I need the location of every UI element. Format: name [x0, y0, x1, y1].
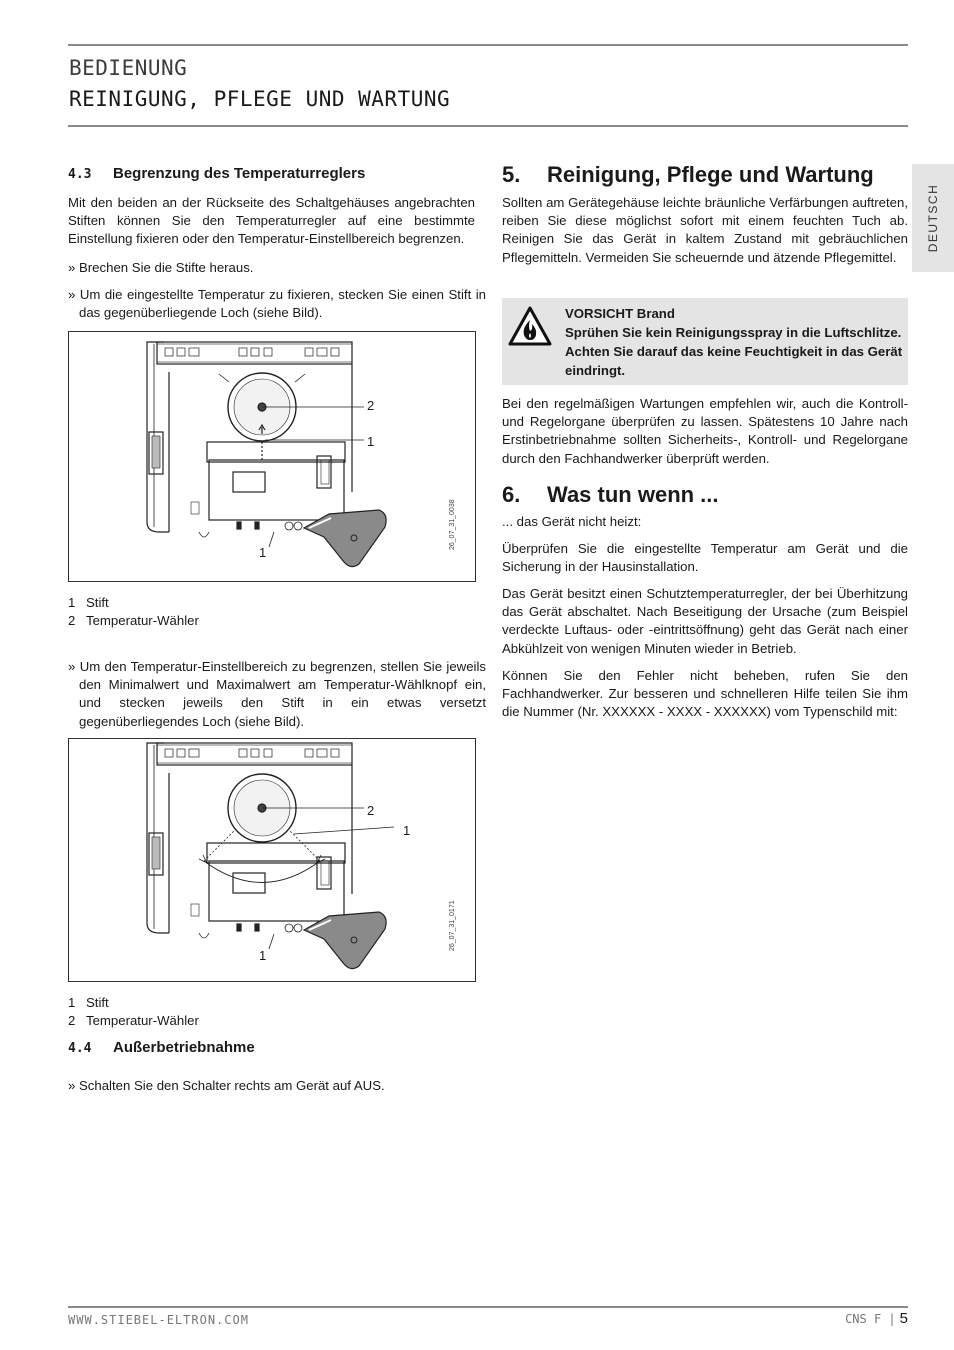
footer-page-info — [845, 1310, 908, 1327]
appliance-illustration — [69, 332, 475, 581]
section-5-heading — [502, 162, 874, 188]
bullet-fix-temperature: » Um die eingestellte Temperatur zu fixieren, stecken Sie einen Stift in das gegenüberliegende Loch (siehe Bild). — [68, 287, 486, 321]
header-bottom-rule — [68, 125, 908, 127]
legend-item: 1 Stift — [68, 995, 109, 1010]
bullet-break-pins: » Brechen Sie die Stifte heraus. — [68, 260, 254, 275]
page-number: 5 — [899, 1310, 908, 1327]
section-title: Reinigung, Pflege und Wartung — [547, 162, 874, 187]
footer-separator: | — [888, 1312, 896, 1326]
footer-rule — [68, 1306, 908, 1308]
footer-model: CNS F — [845, 1312, 882, 1326]
legend-item: 2 Temperatur-Wähler — [68, 1013, 199, 1029]
section-number: 6. — [502, 482, 521, 507]
warning-text: Sprühen Sie kein Reinigungsspray in die Luftschlitze. Achten Sie darauf das keine Feuchtigkeit in das Gerät eindringt. — [565, 325, 903, 378]
figure1-label-1a: 1 — [367, 434, 375, 449]
figure2-label-1a: 1 — [403, 823, 411, 838]
section-title: Was tun wenn ... — [547, 482, 719, 507]
section-4-4-heading — [68, 1039, 255, 1056]
section-title: Begrenzung des Temperaturreglers — [113, 165, 366, 182]
header-title: REINIGUNG, PFLEGE UND WARTUNG — [69, 87, 451, 111]
section-number: 5. — [502, 162, 521, 187]
footer-url: WWW.STIEBEL-ELTRON.COM — [68, 1313, 249, 1327]
section-title: Außerbetriebnahme — [113, 1039, 255, 1056]
figure2-label-2: 2 — [367, 803, 375, 818]
warning-title: VORSICHT Brand — [565, 306, 675, 321]
figure2-code: 26_07_31_0171 — [449, 900, 456, 951]
section-number: 4.3 — [68, 167, 92, 182]
language-tab — [912, 164, 954, 272]
figure-fix-temperature — [68, 331, 476, 582]
header-chapter: BEDIENUNG — [69, 56, 188, 80]
language-tab-label: DEUTSCH — [926, 183, 940, 253]
warning-box — [502, 298, 908, 385]
section-6-p3: Das Gerät besitzt einen Schutztemperaturregler, der bei Überhitzung das Gerät abschaltet. Nach Beseitigung der Ursache (zum Beispiel verdeckte Luftaus- oder -eintrittsöffnung) geht das Gerät nach einer Abkühlzeit von wenigen Minuten wieder in Betrieb. — [502, 586, 908, 656]
figure1-code: 26_07_31_0038 — [449, 499, 456, 550]
section-4-3-intro: Mit den beiden an der Rückseite des Schaltgehäuses angebrachten Stiften können Sie den Temperaturregler auf eine bestimmte Einstellung fixieren oder den Temperatur-Einstellbereich begrenzen. — [68, 195, 475, 247]
section-6-p4: Können Sie den Fehler nicht beheben, rufen Sie den Fachhandwerker. Zur besseren und schnelleren Hilfe teilen Sie ihm die Nummer (Nr. XXXXXX - XXXX - XXXXXX) vom Typenschild mit: — [502, 668, 908, 720]
bullet-limit-range: » Um den Temperatur-Einstellbereich zu begrenzen, stellen Sie jeweils den Minimalwert und Maximalwert am Temperatur-Wählknopf ein, und stecken jeweils den Stift in ein etwas versetzt gegenüberliegendes Loch (siehe Bild). — [68, 659, 486, 729]
figure2-legend — [68, 994, 199, 1030]
legend-item: 2 Temperatur-Wähler — [68, 613, 199, 629]
section-5-maintenance: Bei den regelmäßigen Wartungen empfehlen wir, auch die Kontroll- und Regelorgane überprüfen zu lassen. Spätestens 10 Jahre nach Erstinbetriebnahme sollten Sicherheits-, Kontroll- und Regelorgane durch den Fachhandwerker überprüft werden. — [502, 396, 908, 466]
figure1-label-2: 2 — [367, 398, 375, 413]
section-4-3-heading — [68, 165, 365, 182]
fire-warning-icon — [508, 306, 552, 346]
figure1-legend — [68, 594, 199, 630]
figure2-label-1b: 1 — [259, 948, 267, 963]
section-number: 4.4 — [68, 1041, 92, 1056]
legend-item: 1 Stift — [68, 595, 109, 610]
warning-text-block — [565, 304, 903, 380]
section-5-intro: Sollten am Gerätegehäuse leichte bräunliche Verfärbungen auftreten, reiben Sie diese möglichst sofort mit einem feuchten Tuch ab. Reinigen Sie das Gerät in kaltem Zustand mit gebräuchlichen Pflegemitteln. Vermeiden Sie scheuernde und ätzende Pflegemittel. — [502, 195, 908, 265]
figure-limit-range — [68, 738, 476, 982]
section-6-p1: ... das Gerät nicht heizt: — [502, 514, 642, 529]
figure1-label-1b: 1 — [259, 545, 267, 560]
section-6-p2: Überprüfen Sie die eingestellte Temperatur am Gerät und die Sicherung in der Hausinstallation. — [502, 541, 908, 575]
section-6-heading — [502, 482, 719, 508]
bullet-switch-off: » Schalten Sie den Schalter rechts am Gerät auf AUS. — [68, 1078, 385, 1093]
header-top-rule — [68, 44, 908, 46]
appliance-illustration — [69, 739, 475, 981]
